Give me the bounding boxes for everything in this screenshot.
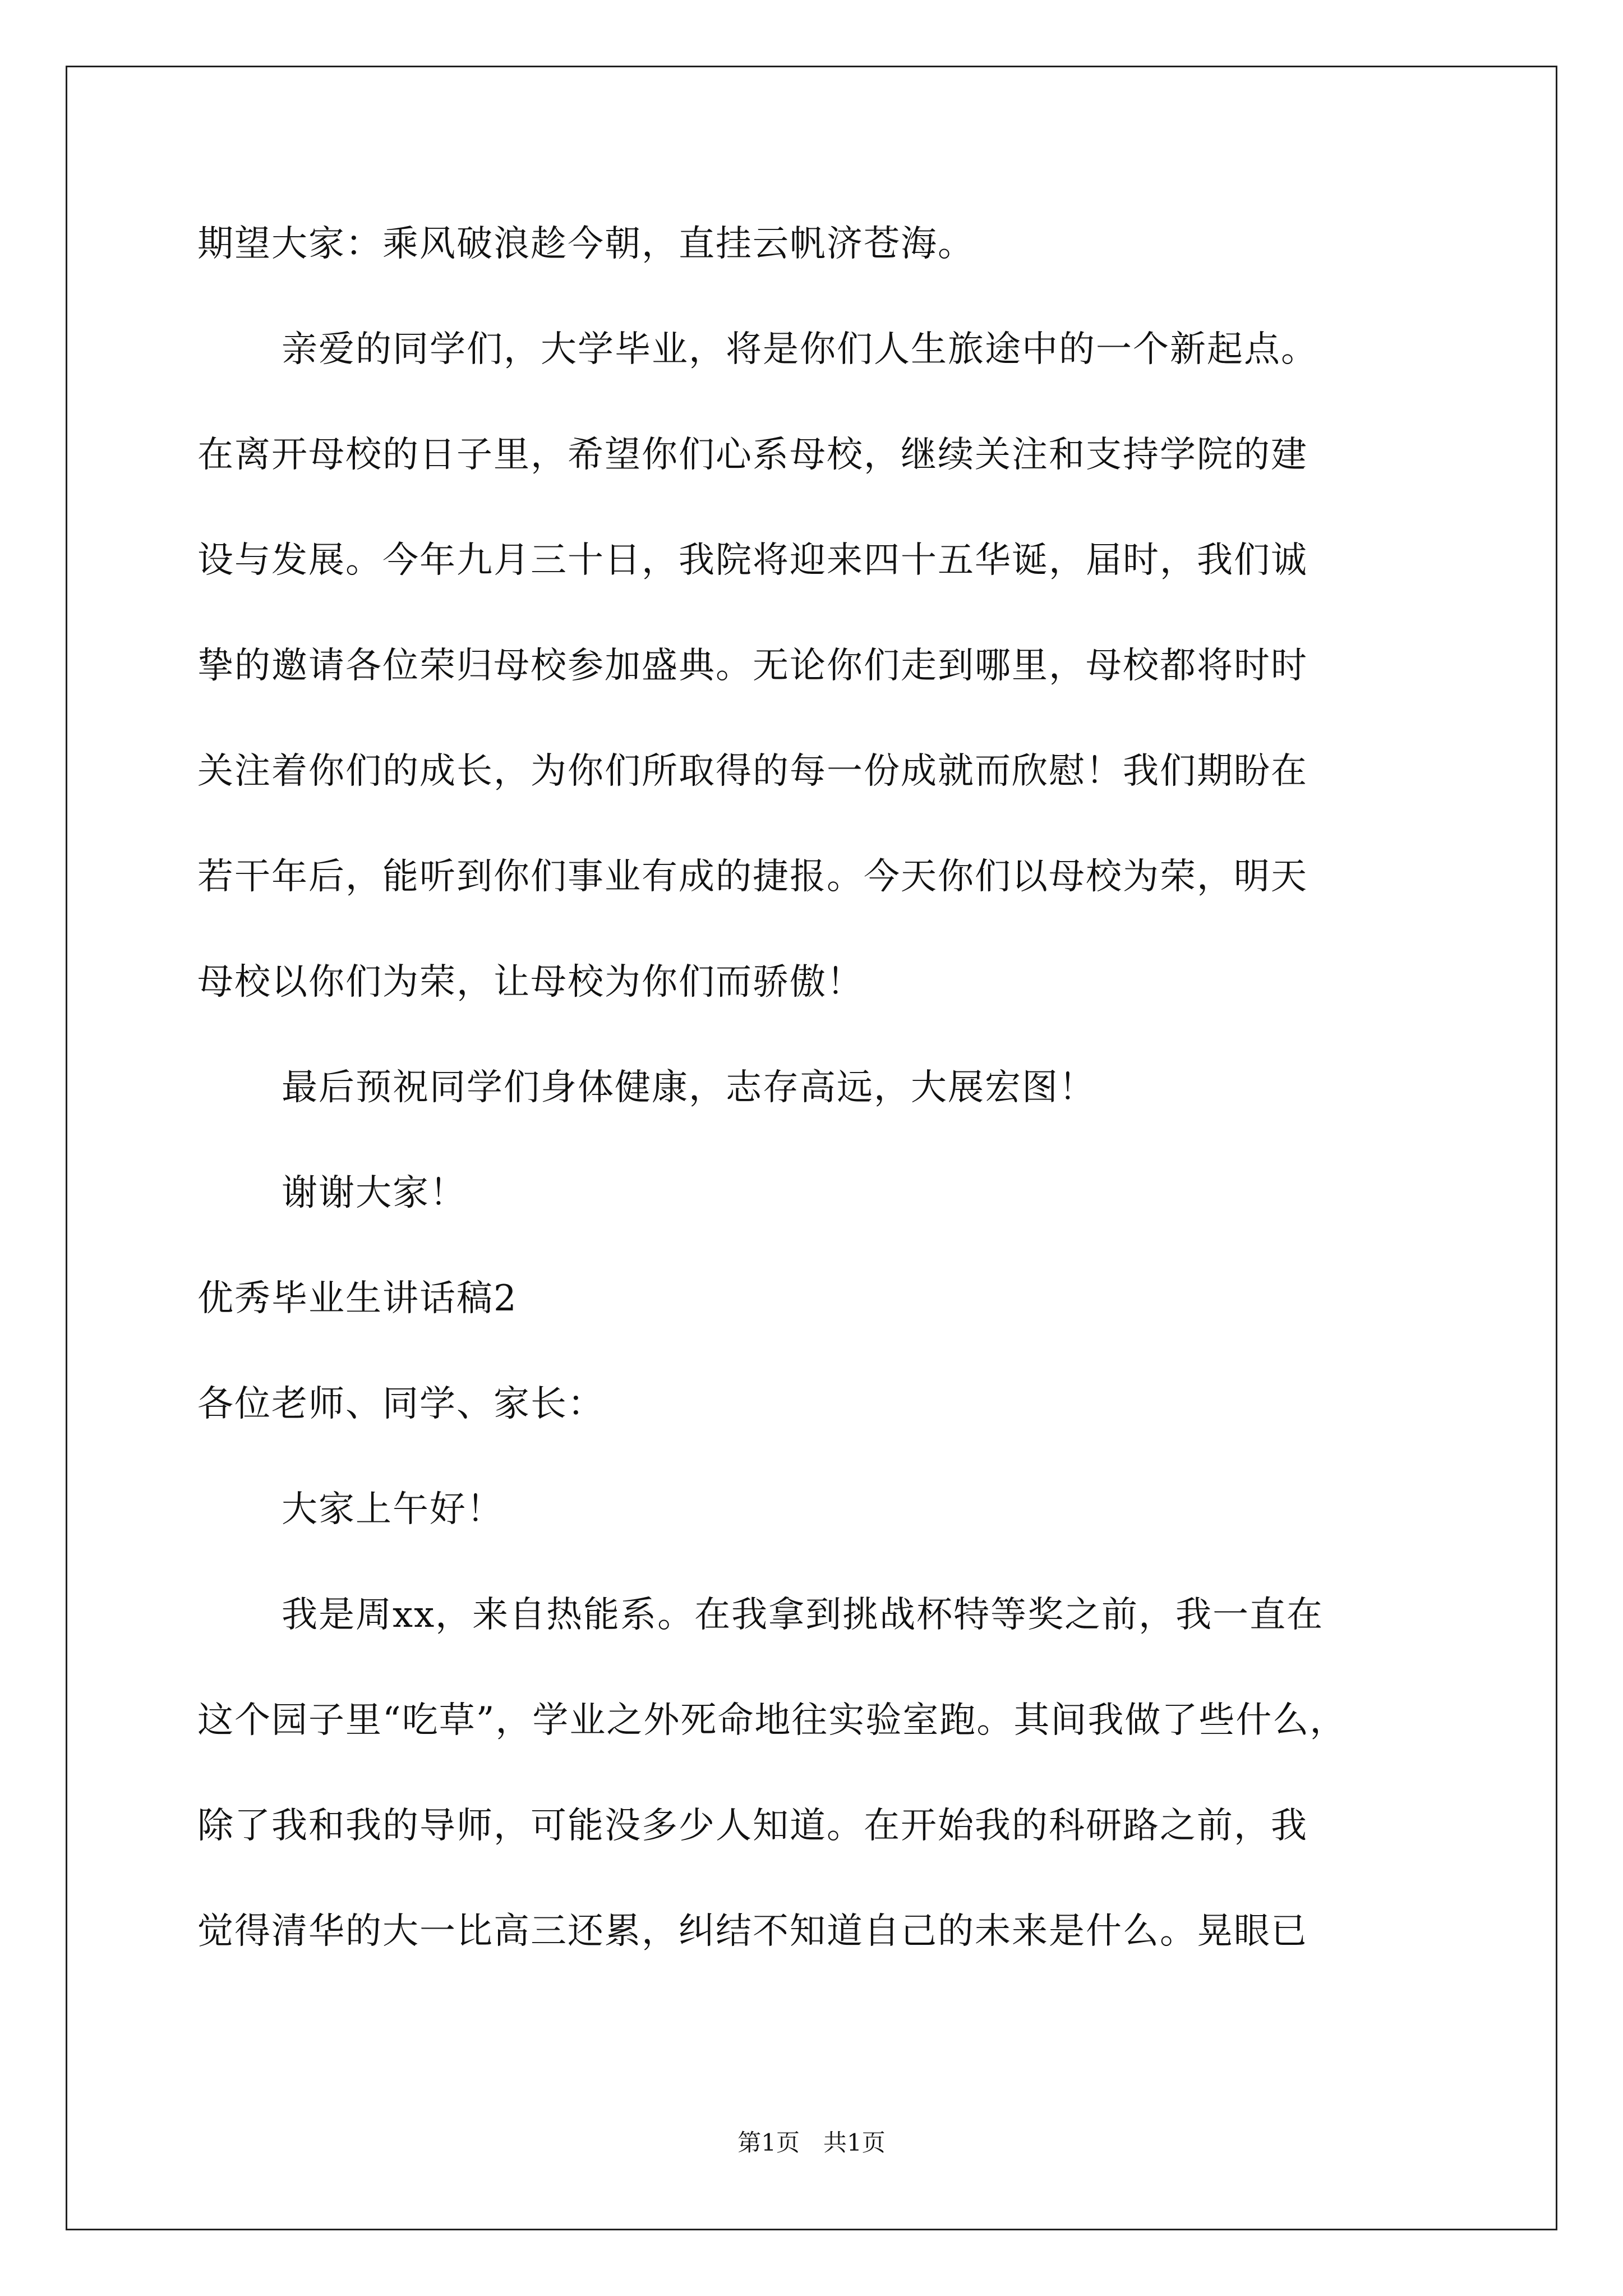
text-line: 关注着你们的成长，为你们所取得的每一份成就而欣慰！我们期盼在 [197,751,1308,792]
text-line: 谢谢大家！ [282,1172,467,1214]
text-line: 挚的邀请各位荣归母校参加盛典。无论你们走到哪里，母校都将时时 [197,645,1308,687]
text-line: 最后预祝同学们身体健康，志存高远，大展宏图！ [282,1067,1096,1108]
page-number-footer: 第1页 共1页 [737,2129,886,2156]
text-line: 设与发展。今年九月三十日，我院将迎来四十五华诞，届时，我们诚 [197,540,1308,581]
text-line: 若干年后，能听到你们事业有成的捷报。今天你们以母校为荣，明天 [197,856,1308,898]
text-line: 期望大家：乘风破浪趁今朝，直挂云帆济苍海。 [197,223,975,265]
text-line: 在离开母校的日子里，希望你们心系母校，继续关注和支持学院的建 [197,434,1308,476]
text-line: 这个园子里“吃草”，学业之外死命地往实验室跑。其间我做了些什么， [197,1700,1347,1741]
section-title: 优秀毕业生讲话稿2 [197,1278,518,1319]
text-line: 我是周xx，来自热能系。在我拿到挑战杯特等奖之前，我一直在 [282,1594,1324,1636]
text-line: 母校以你们为荣，让母校为你们而骄傲！ [197,961,864,1003]
text-line: 除了我和我的导师，可能没多少人知道。在开始我的科研路之前，我 [197,1805,1308,1847]
text-line: 亲爱的同学们，大学毕业，将是你们人生旅途中的一个新起点。 [282,329,1318,370]
text-line: 各位老师、同学、家长： [197,1383,605,1425]
page-border [66,66,1557,2230]
text-line: 大家上午好！ [282,1489,504,1530]
text-line: 觉得清华的大一比高三还累，纠结不知道自己的未来是什么。晃眼已 [197,1911,1308,1952]
